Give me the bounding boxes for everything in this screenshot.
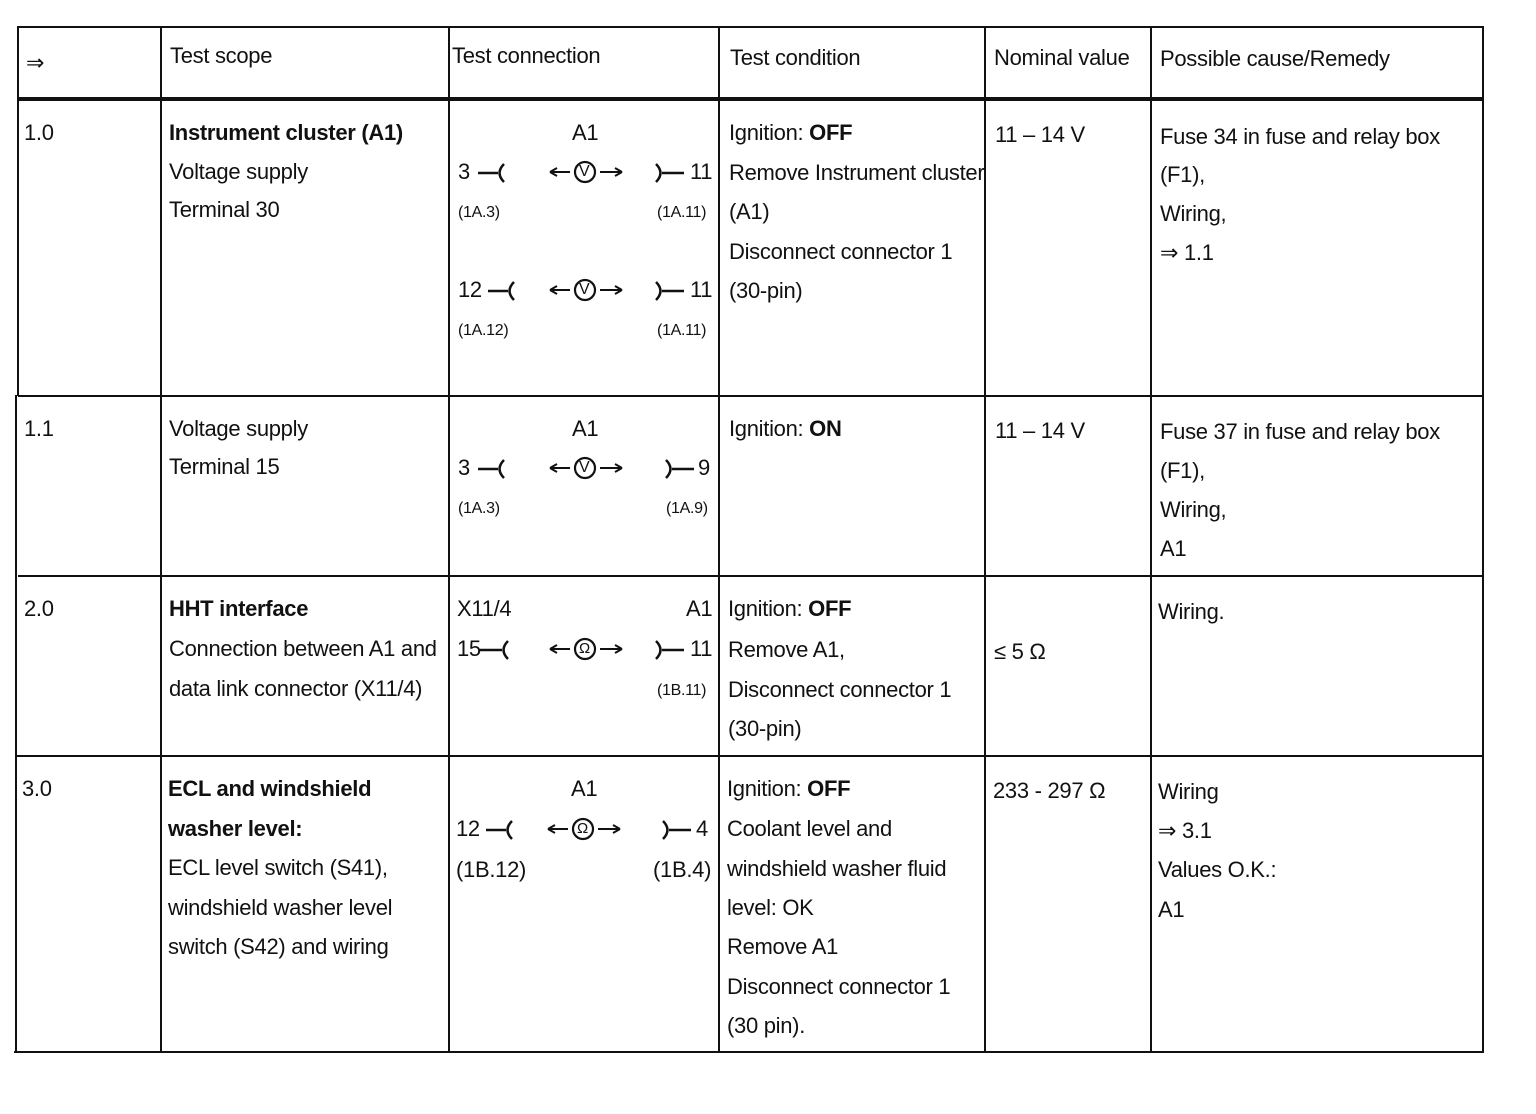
remedy-line: ⇒ 3.1 xyxy=(1158,818,1212,843)
conn-left-terminal: 3 xyxy=(458,455,470,480)
condition-line: (30 pin). xyxy=(727,1013,806,1038)
condition-state: ON xyxy=(809,416,842,441)
remedy-line: Wiring xyxy=(1158,779,1219,804)
meter-symbol: Ω xyxy=(577,820,588,837)
table-border-bottom xyxy=(14,1051,1484,1053)
row-scope-title: ECL and windshield xyxy=(168,776,372,801)
conn-right-pin: (1A.9) xyxy=(666,500,708,517)
condition-label: Ignition: xyxy=(727,776,808,801)
condition-line xyxy=(729,120,852,146)
condition-line: Remove Instrument cluster xyxy=(729,160,985,185)
conn-right-pin: (1B.11) xyxy=(657,682,707,699)
condition-line: windshield washer fluid xyxy=(727,856,947,881)
conn-right-terminal: 11 xyxy=(690,159,713,184)
conn-label: A1 xyxy=(686,596,713,621)
condition-line xyxy=(729,416,842,442)
nominal-value: 233 - 297 Ω xyxy=(993,778,1106,803)
conn-right-terminal: 11 xyxy=(690,636,713,661)
connector-right-icon xyxy=(652,160,686,186)
conn-right-pin: (1A.11) xyxy=(657,204,707,221)
col-line-0b xyxy=(15,395,17,1053)
remedy-line: Wiring, xyxy=(1160,497,1227,522)
row-step: 1.1 xyxy=(24,416,54,441)
condition-line: (30-pin) xyxy=(728,716,802,741)
remedy-line: Fuse 37 in fuse and relay box xyxy=(1160,419,1440,444)
remedy-line: (F1), xyxy=(1160,162,1205,187)
row-step: 1.0 xyxy=(24,120,54,145)
condition-line: Disconnect connector 1 xyxy=(729,239,953,264)
condition-line: Remove A1 xyxy=(727,934,839,959)
connector-left-icon xyxy=(476,456,510,482)
condition-state: OFF xyxy=(809,120,853,145)
row-scope-line: Terminal 30 xyxy=(169,197,280,222)
condition-line: Disconnect connector 1 xyxy=(727,974,951,999)
header-test-scope: Test scope xyxy=(170,43,273,68)
col-line-5 xyxy=(1150,26,1152,1052)
conn-right-terminal: 4 xyxy=(696,816,708,841)
header-rule xyxy=(18,97,1484,101)
header-possible-cause: Possible cause/Remedy xyxy=(1160,46,1390,71)
conn-label: A1 xyxy=(571,776,598,801)
condition-label: Ignition: xyxy=(728,596,809,621)
row-scope-line: Connection between A1 and xyxy=(169,636,437,661)
remedy-line: A1 xyxy=(1160,536,1187,561)
conn-left-pin: (1A.3) xyxy=(458,204,500,221)
condition-state: OFF xyxy=(807,776,851,801)
header-nominal-value: Nominal value xyxy=(994,45,1130,70)
condition-state: OFF xyxy=(808,596,852,621)
meter-symbol: V xyxy=(579,459,590,476)
remedy-line: Fuse 34 in fuse and relay box xyxy=(1160,124,1440,149)
meter-symbol: Ω xyxy=(579,640,590,657)
condition-line: Remove A1, xyxy=(728,637,845,662)
conn-left-terminal: 12 xyxy=(456,816,480,841)
conn-left-terminal: 15 xyxy=(457,636,481,661)
conn-left-pin: (1A.3) xyxy=(458,500,500,517)
row-scope-line: ECL level switch (S41), xyxy=(168,855,388,880)
remedy-line: Wiring. xyxy=(1158,599,1225,624)
row-scope-title: HHT interface xyxy=(169,596,309,621)
row-scope-line: switch (S42) and wiring xyxy=(168,934,389,959)
conn-left-pin: (1B.12) xyxy=(456,857,527,882)
row-scope-title: washer level: xyxy=(168,816,303,841)
connector-left-icon xyxy=(476,160,510,186)
condition-line xyxy=(727,776,850,802)
connector-right-icon xyxy=(662,456,696,482)
col-line-3 xyxy=(718,26,720,1052)
col-line-2 xyxy=(448,26,450,1052)
condition-label: Ignition: xyxy=(729,120,810,145)
condition-line: Disconnect connector 1 xyxy=(728,677,952,702)
condition-line xyxy=(728,596,851,622)
meter-symbol: V xyxy=(579,281,590,298)
conn-right-terminal: 11 xyxy=(690,277,713,302)
connector-left-icon xyxy=(484,817,518,843)
conn-left-terminal: 12 xyxy=(458,277,482,302)
remedy-line: A1 xyxy=(1158,897,1185,922)
remedy-line: ⇒ 1.1 xyxy=(1160,240,1214,265)
connector-right-icon xyxy=(659,817,693,843)
condition-line: level: OK xyxy=(727,895,814,920)
col-line-6 xyxy=(1482,26,1484,1053)
row-scope-title: Instrument cluster (A1) xyxy=(169,120,403,145)
conn-label-left: X11/4 xyxy=(457,596,512,621)
header-test-connection: Test connection xyxy=(452,43,601,68)
conn-left-pin: (1A.12) xyxy=(458,322,509,339)
conn-label: A1 xyxy=(572,120,599,145)
nominal-value: ≤ 5 Ω xyxy=(994,639,1046,664)
nominal-value: 11 – 14 V xyxy=(995,122,1085,147)
row-step: 3.0 xyxy=(22,776,52,801)
row-scope-line: Voltage supply xyxy=(169,416,308,441)
row-divider-3 xyxy=(16,755,1484,757)
row-scope-line: windshield washer level xyxy=(168,895,393,920)
condition-line: Coolant level and xyxy=(727,816,892,841)
row-scope-line: Voltage supply xyxy=(169,159,308,184)
connector-right-icon xyxy=(652,637,686,663)
conn-right-pin: (1A.11) xyxy=(657,322,707,339)
conn-left-terminal: 3 xyxy=(458,159,470,184)
table-border-top xyxy=(18,26,1484,28)
connector-left-icon xyxy=(480,637,514,663)
connector-left-icon xyxy=(486,278,520,304)
header-arrow: ⇒ xyxy=(26,50,45,75)
condition-line: (A1) xyxy=(729,199,770,224)
remedy-line: Wiring, xyxy=(1160,201,1227,226)
condition-label: Ignition: xyxy=(729,416,810,441)
col-line-0 xyxy=(17,26,19,396)
remedy-line: (F1), xyxy=(1160,458,1205,483)
condition-line: (30-pin) xyxy=(729,278,803,303)
row-scope-line: data link connector (X11/4) xyxy=(169,676,423,701)
row-scope-line: Terminal 15 xyxy=(169,454,280,479)
remedy-line: Values O.K.: xyxy=(1158,857,1277,882)
conn-right-pin: (1B.4) xyxy=(653,857,712,882)
row-divider-2 xyxy=(18,575,1484,577)
conn-label: A1 xyxy=(572,416,599,441)
conn-right-terminal: 9 xyxy=(698,455,710,480)
col-line-1 xyxy=(160,26,162,1052)
row-step: 2.0 xyxy=(24,596,54,621)
header-test-condition: Test condition xyxy=(730,45,861,70)
meter-symbol: V xyxy=(579,163,590,180)
nominal-value: 11 – 14 V xyxy=(995,418,1085,443)
connector-right-icon xyxy=(652,278,686,304)
row-divider-1 xyxy=(18,395,1484,397)
